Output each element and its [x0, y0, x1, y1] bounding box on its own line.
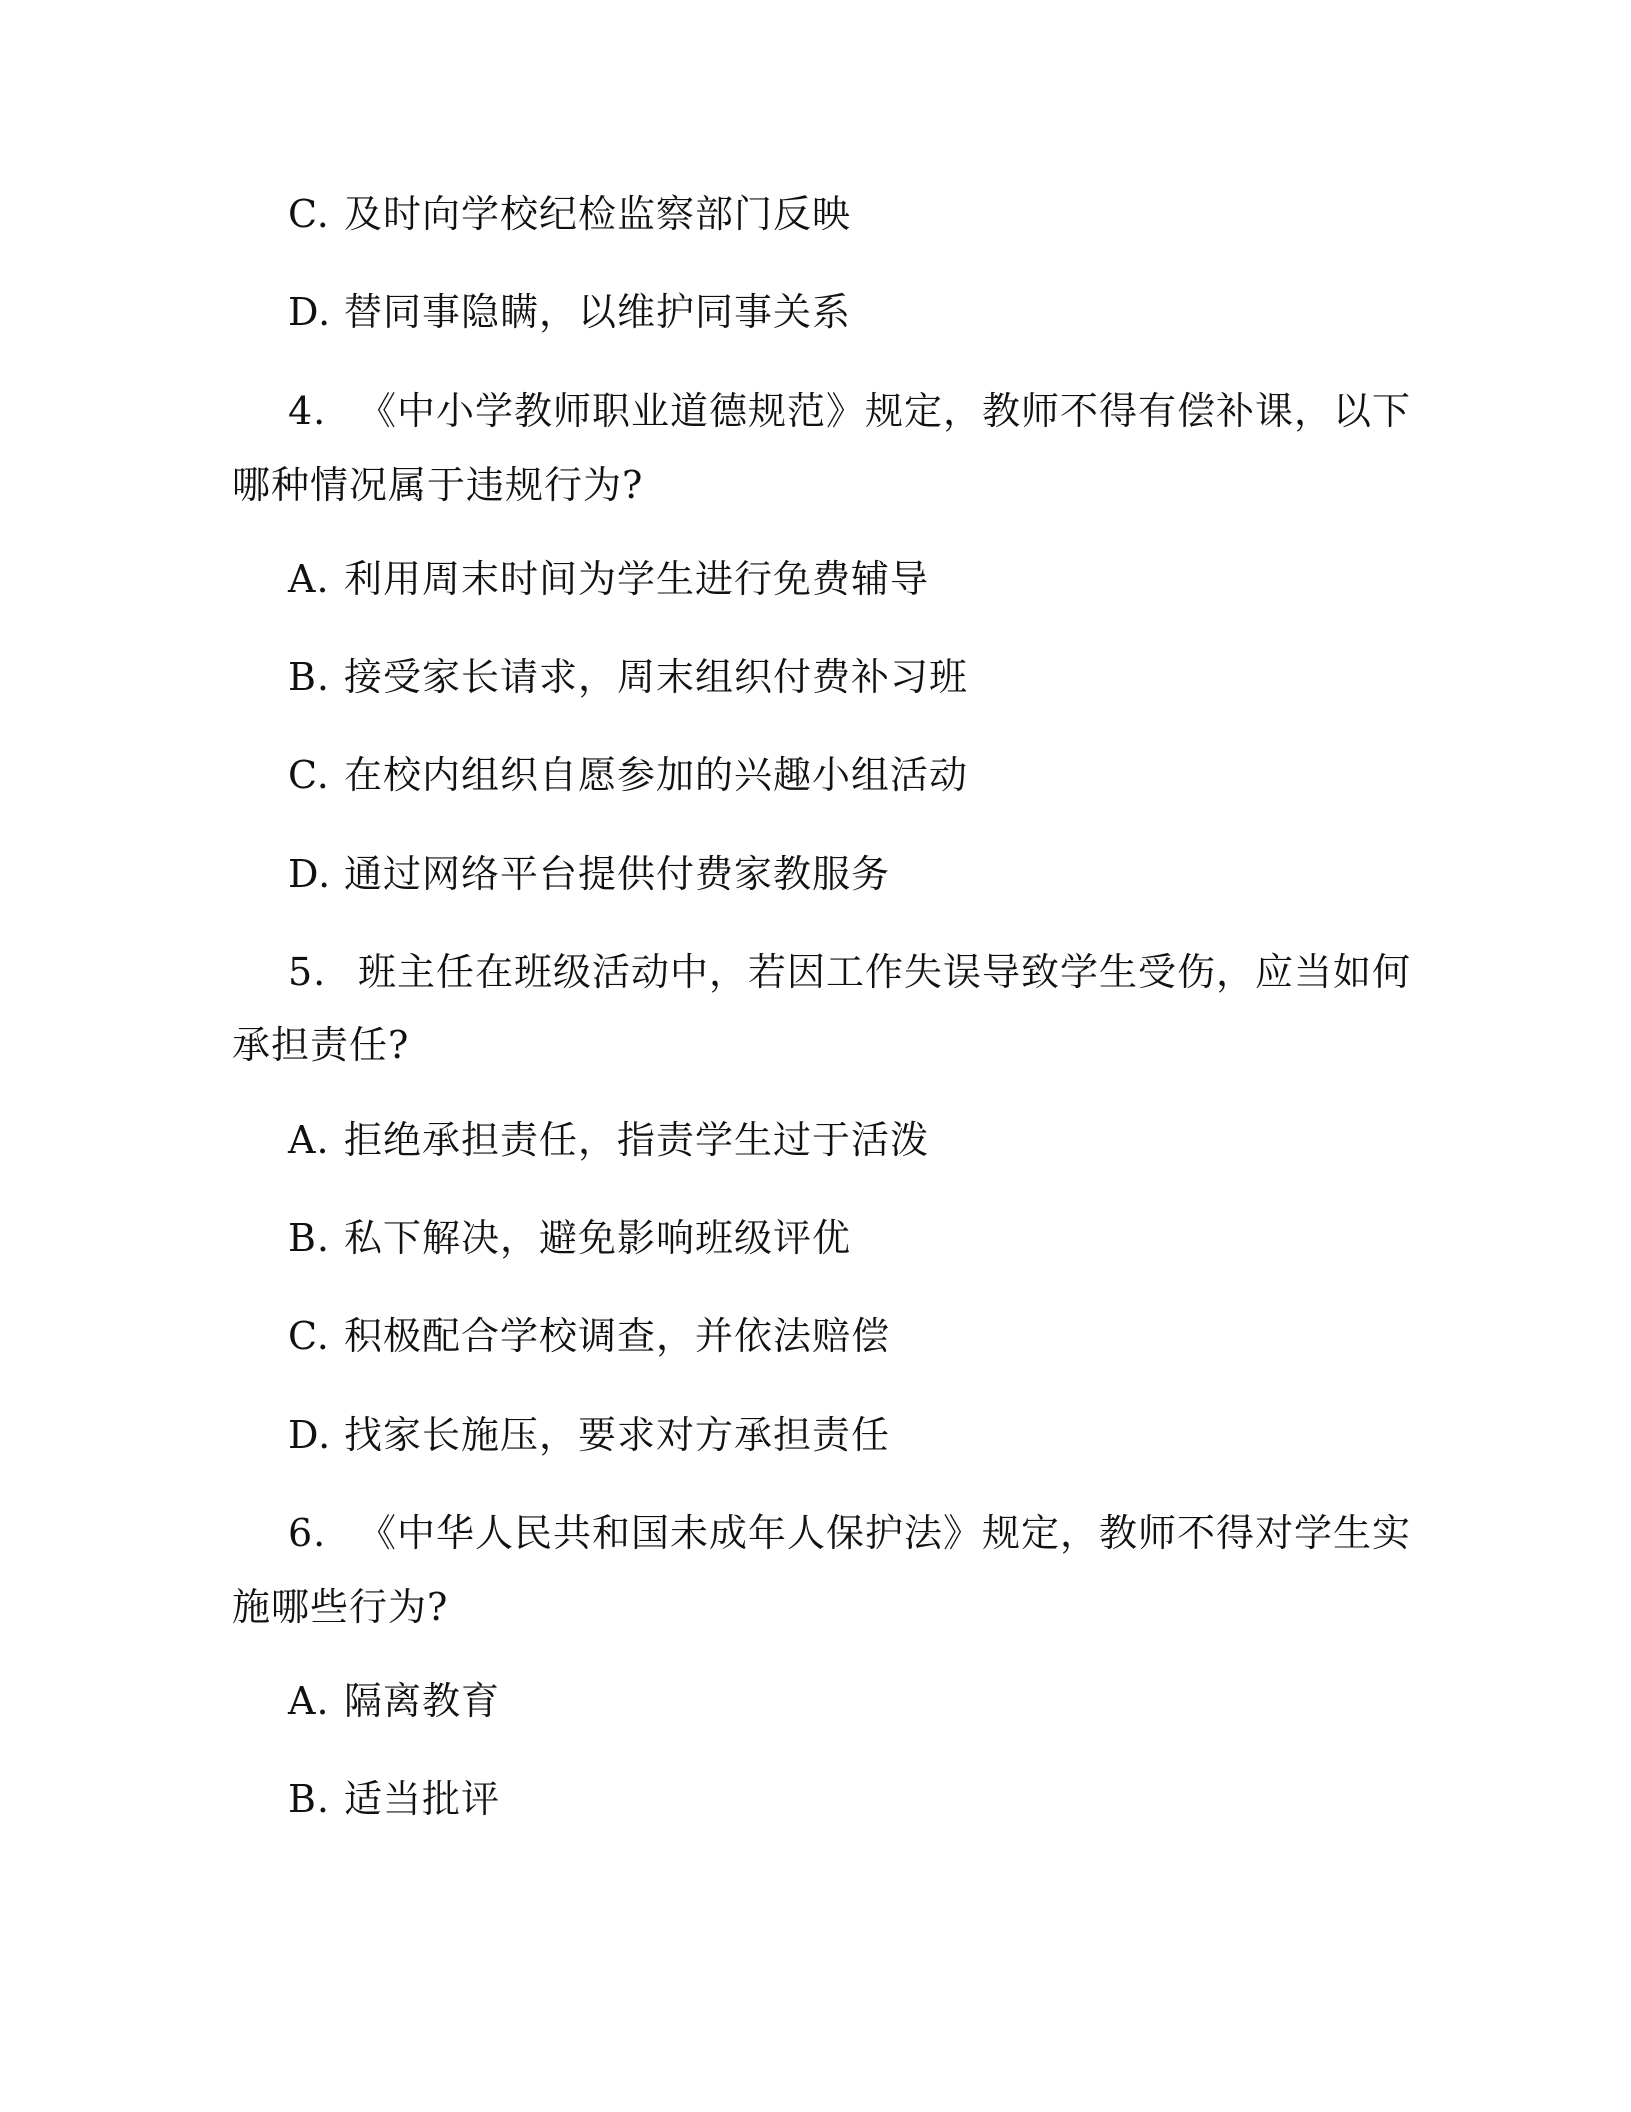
option-label: B. — [288, 1216, 331, 1260]
option-q3-c — [288, 192, 851, 236]
option-q5-b — [288, 1216, 851, 1260]
question-number: 6. — [288, 1511, 327, 1555]
question-4-line-1 — [288, 389, 1411, 433]
option-q4-a — [288, 557, 929, 601]
option-text: 适当批评 — [344, 1777, 501, 1821]
option-text: 接受家长请求，周末组织付费补习班 — [344, 655, 969, 699]
option-text: 及时向学校纪检监察部门反映 — [344, 192, 852, 236]
question-text: 班主任在班级活动中，若因工作失误导致学生受伤，应当如何 — [358, 950, 1412, 994]
option-q4-d — [288, 852, 890, 896]
option-text: 利用周末时间为学生进行免费辅导 — [344, 557, 930, 601]
question-5-line-2 — [232, 1023, 409, 1067]
option-text: 私下解决，避免影响班级评优 — [344, 1216, 852, 1260]
option-label: A. — [288, 557, 330, 601]
option-q5-a — [288, 1118, 929, 1162]
option-q3-d — [288, 290, 851, 334]
option-label: C. — [288, 753, 330, 797]
option-text: 通过网络平台提供付费家教服务 — [344, 852, 891, 896]
question-text: 哪种情况属于违规行为? — [232, 463, 644, 507]
question-4-line-2 — [232, 463, 643, 507]
option-text: 拒绝承担责任，指责学生过于活泼 — [344, 1118, 930, 1162]
question-text: 《中华人民共和国未成年人保护法》规定，教师不得对学生实 — [358, 1511, 1412, 1555]
option-label: D. — [288, 852, 332, 896]
question-text: 承担责任? — [232, 1023, 410, 1067]
question-text: 施哪些行为? — [232, 1585, 449, 1629]
option-q5-c — [288, 1314, 890, 1358]
option-label: D. — [288, 1413, 332, 1457]
option-text: 替同事隐瞒，以维护同事关系 — [344, 290, 852, 334]
option-label: A. — [288, 1679, 330, 1723]
option-label: B. — [288, 655, 331, 699]
question-number: 4. — [288, 389, 327, 433]
option-label: C. — [288, 192, 330, 236]
option-label: A. — [288, 1118, 330, 1162]
question-5-line-1 — [288, 950, 1411, 994]
option-q4-b — [288, 655, 968, 699]
question-6-line-2 — [232, 1585, 448, 1629]
option-q6-b — [288, 1777, 500, 1821]
option-text: 找家长施压，要求对方承担责任 — [344, 1413, 891, 1457]
option-q6-a — [288, 1679, 500, 1723]
question-number: 5. — [288, 950, 327, 994]
option-text: 积极配合学校调查，并依法赔偿 — [344, 1314, 891, 1358]
option-q4-c — [288, 753, 968, 797]
option-text: 隔离教育 — [344, 1679, 501, 1723]
question-6-line-1 — [288, 1511, 1411, 1555]
question-text: 《中小学教师职业道德规范》规定，教师不得有偿补课，以下 — [358, 389, 1412, 433]
option-label: B. — [288, 1777, 331, 1821]
option-text: 在校内组织自愿参加的兴趣小组活动 — [344, 753, 969, 797]
option-label: D. — [288, 290, 332, 334]
option-label: C. — [288, 1314, 330, 1358]
option-q5-d — [288, 1413, 890, 1457]
